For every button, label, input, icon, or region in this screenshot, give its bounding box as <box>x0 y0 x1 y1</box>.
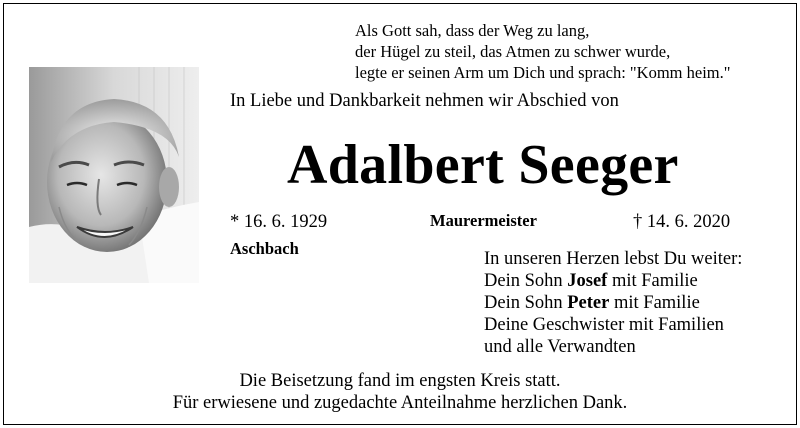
portrait-photo <box>29 67 199 283</box>
poem <box>355 20 730 83</box>
intro-text: In Liebe und Dankbarkeit nehmen wir Abschied von <box>230 91 619 111</box>
mourners-line: In unseren Herzen lebst Du weiter: <box>484 249 743 269</box>
mourners-line <box>484 270 742 292</box>
death-date: † 14. 6. 2020 <box>633 212 731 232</box>
closing-line: Für erwiesene und zugedachte Anteilnahme herzlichen Dank. <box>172 393 628 413</box>
deceased-name: Adalbert Seeger <box>287 134 679 196</box>
son-name: Josef <box>567 271 608 291</box>
hometown: Aschbach <box>230 239 299 258</box>
poem-line: der Hügel zu steil, das Atmen zu schwer wurde, <box>355 42 671 61</box>
mourners-list <box>484 248 742 358</box>
profession: Maurermeister <box>430 211 537 230</box>
poem-line: Als Gott sah, dass der Weg zu lang, <box>355 21 590 40</box>
mourners-line: und alle Verwandten <box>484 337 636 357</box>
son-name: Peter <box>567 293 610 313</box>
mourners-text: Dein Sohn <box>484 293 568 313</box>
mourners-line: Deine Geschwister mit Familien <box>484 315 724 335</box>
mourners-text: mit Familie <box>607 271 698 291</box>
birth-date: * 16. 6. 1929 <box>230 212 328 232</box>
mourners-line <box>484 292 742 314</box>
mourners-text: Dein Sohn <box>484 271 568 291</box>
closing-line: Die Beisetzung fand im engsten Kreis statt. <box>239 371 561 391</box>
poem-line: legte er seinen Arm um Dich und sprach: "Komm heim." <box>355 63 731 82</box>
closing-text <box>0 370 800 414</box>
mourners-text: mit Familie <box>609 293 700 313</box>
